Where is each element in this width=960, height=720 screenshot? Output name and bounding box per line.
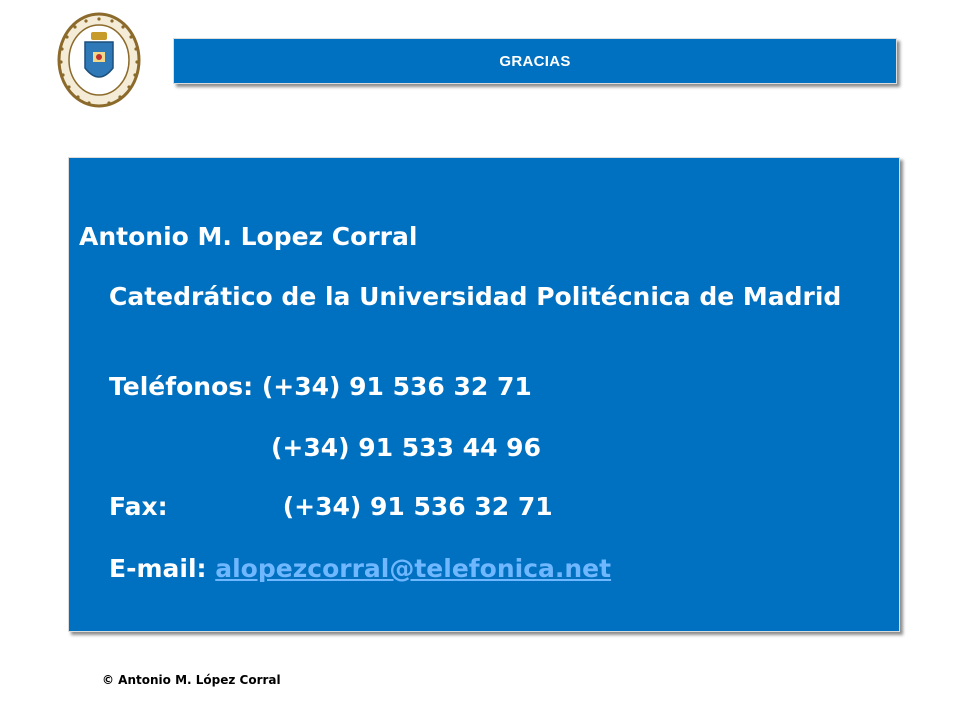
phone-row-1 <box>109 372 532 401</box>
contact-role: Catedrático de la Universidad Politécnica de Madrid <box>109 282 842 311</box>
fax-row <box>109 492 553 521</box>
email-row <box>109 554 611 583</box>
fax-number: (+34) 91 536 32 71 <box>282 492 553 521</box>
phone-1: (+34) 91 536 32 71 <box>261 372 532 401</box>
phone-2: (+34) 91 533 44 96 <box>271 433 541 462</box>
contact-name: Antonio M. Lopez Corral <box>79 222 418 251</box>
copyright-footer: © Antonio M. López Corral <box>102 673 281 687</box>
fax-label: Fax: <box>109 492 168 521</box>
email-label: E-mail: <box>109 554 207 583</box>
title-bar <box>173 38 897 84</box>
phone-row-2 <box>109 433 541 462</box>
email-link[interactable]: alopezcorral@telefonica.net <box>215 554 612 583</box>
phones-label: Teléfonos: <box>109 372 254 401</box>
contact-card <box>68 157 900 632</box>
slide-title: GRACIAS <box>499 52 571 70</box>
university-seal-icon <box>57 12 141 108</box>
